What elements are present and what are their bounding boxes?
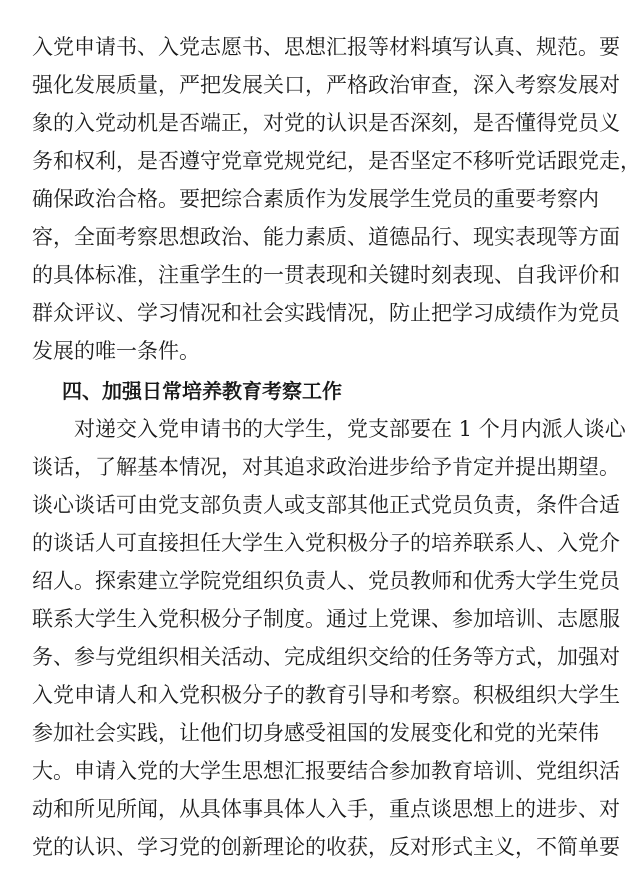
- paragraph-2-line-6: 联系大学生入党积极分子制度。通过上党课、参加培训、志愿服: [32, 607, 620, 631]
- paragraph-2-line-5: 绍人。探索建立学院党组织负责人、党员教师和优秀大学生党员: [32, 569, 620, 593]
- section-heading: 四、加强日常培养教育考察工作: [62, 379, 342, 403]
- paragraph-2-line-12: 党的认识、学习党的创新理论的收获，反对形式主义，不简单要: [32, 835, 620, 859]
- paragraph-2-line-10: 大。申请入党的大学生思想汇报要结合参加教育培训、党组织活: [32, 759, 620, 783]
- paragraph-1-line-9: 发展的唯一条件。: [32, 339, 200, 363]
- paragraph-1-line-8: 群众评议、学习情况和社会实践情况，防止把学习成绩作为党员: [32, 301, 620, 325]
- paragraph-1-line-2: 强化发展质量，严把发展关口，严格政治审查，深入考察发展对: [32, 73, 620, 97]
- paragraph-1-line-4: 务和权利，是否遵守党章党规党纪，是否坚定不移听党话跟党走，: [32, 149, 641, 173]
- paragraph-1-line-5: 确保政治合格。要把综合素质作为发展学生党员的重要考察内: [32, 187, 599, 211]
- paragraph-2-line-11: 动和所见所闻，从具体事具体人入手，重点谈思想上的进步、对: [32, 797, 620, 821]
- paragraph-2-line-3: 谈心谈话可由党支部负责人或支部其他正式党员负责，条件合适: [32, 493, 620, 517]
- paragraph-1-line-7: 的具体标准，注重学生的一贯表现和关键时刻表现、自我评价和: [32, 263, 620, 287]
- paragraph-2-line-1: 对递交入党申请书的大学生，党支部要在 1 个月内派人谈心: [74, 417, 626, 441]
- paragraph-1-line-3: 象的入党动机是否端正，对党的认识是否深刻，是否懂得党员义: [32, 111, 620, 135]
- paragraph-1-line-1: 入党申请书、入党志愿书、思想汇报等材料填写认真、规范。要: [32, 35, 620, 59]
- paragraph-2-line-2: 谈话，了解基本情况，对其追求政治进步给予肯定并提出期望。: [32, 455, 620, 479]
- paragraph-2-line-9: 参加社会实践，让他们切身感受祖国的发展变化和党的光荣伟: [32, 721, 599, 745]
- paragraph-2-line-7: 务、参与党组织相关活动、完成组织交给的任务等方式，加强对: [32, 645, 620, 669]
- paragraph-2-line-4: 的谈话人可直接担任大学生入党积极分子的培养联系人、入党介: [32, 531, 620, 555]
- paragraph-1-line-6: 容，全面考察思想政治、能力素质、道德品行、现实表现等方面: [32, 225, 620, 249]
- paragraph-2-line-8: 入党申请人和入党积极分子的教育引导和考察。积极组织大学生: [32, 683, 620, 707]
